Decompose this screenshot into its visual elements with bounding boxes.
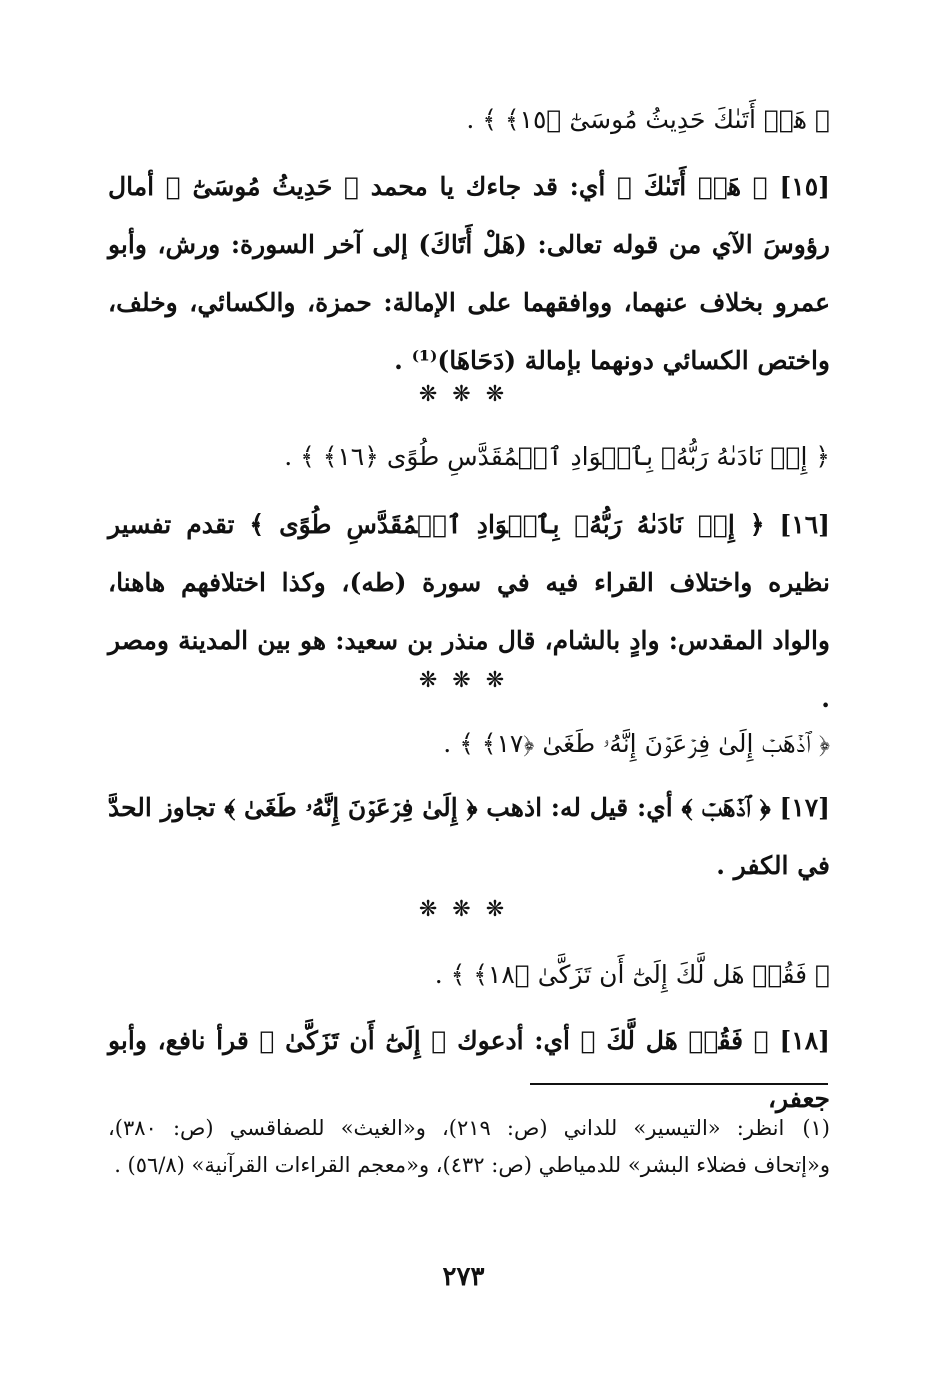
page-number: ٢٧٣ bbox=[442, 1262, 485, 1292]
footnote bbox=[108, 1110, 830, 1184]
commentary-15 bbox=[108, 158, 830, 390]
section-separator: ❋ ❋ ❋ bbox=[418, 897, 509, 922]
commentary-16 bbox=[108, 496, 830, 728]
commentary-text: [١٧] ﴿ ٱذۡهَبۡ ﴾ أي: قيل له: اذهب ﴿ إِلَىٰ فِرۡعَوۡنَ إِنَّهُۥ طَغَىٰ ﴾ تجاوز الحدَّ في الكفر . bbox=[108, 793, 830, 880]
footnote-divider bbox=[530, 1083, 828, 1085]
section-separator: ❋ ❋ ❋ bbox=[418, 668, 509, 693]
commentary-text: [١٨] ﴿ فَقُلۡ هَل لَّكَ ﴾ أي: أدعوك ﴿ إِلَىٰٓ أَن تَزَكَّىٰ ﴾ قرأ نافع، وأبو جعفر، bbox=[108, 1026, 830, 1113]
verse-17: ﴿ ٱذۡهَبۡ إِلَىٰ فِرۡعَوۡنَ إِنَّهُۥ طَغَىٰ ﴿١٧﴾ ﴾ . bbox=[443, 729, 830, 758]
footnote-marker: (١) bbox=[802, 1116, 830, 1140]
commentary-text: [١٥] ﴿ هَلۡ أَتَىٰكَ ﴾ أي: قد جاءك يا محمد ﴿ حَدِيثُ مُوسَىٰٓ ﴾ أمال رؤوسَ الآي من قوله تعالى: (هَلْ أَتَاكَ) إلى آخر السورة: ورش، وأبو عمرو بخلاف عنهما، ووافقهما على الإمالة: حمزة، والكسائي، وخلف، واختص الكسائي دونهما بإمالة (دَحَاهَا)⁽¹⁾ . bbox=[108, 172, 830, 375]
section-separator: ❋ ❋ ❋ bbox=[418, 382, 509, 407]
verse-16: ﴿ إِذۡ نَادَىٰهُ رَبُّهُۥ بِٱلۡوَادِ ٱلۡمُقَدَّسِ طُوًى ﴿١٦﴾ ﴾ . bbox=[284, 442, 830, 471]
commentary-17 bbox=[108, 779, 830, 895]
verse-18: ﴿ فَقُلۡ هَل لَّكَ إِلَىٰٓ أَن تَزَكَّىٰ ﴿١٨﴾ ﴾ . bbox=[434, 960, 830, 989]
commentary-text: [١٦] ﴿ إِذۡ نَادَىٰهُ رَبُّهُۥ بِٱلۡوَادِ ٱلۡمُقَدَّسِ طُوًى ﴾ تقدم تفسير نظيره واختلاف القراء فيه في سورة (طه)، وكذا اختلافهم هاهنا، والواد المقدس: وادٍ بالشام، قال منذر بن سعيد: هو بين المدينة ومصر . bbox=[108, 510, 830, 713]
footnote-text bbox=[108, 1110, 830, 1184]
footnote-body: انظر: «التيسير» للداني (ص: ٢١٩)، و«الغيث» للصفاقسي (ص: ٣٨٠)، و«إتحاف فضلاء البشر» للدمياطي (ص: ٤٣٢)، و«معجم القراءات القرآنية» (٥٦/٨) . bbox=[108, 1116, 830, 1177]
verse-15: ﴿ هَلۡ أَتَىٰكَ حَدِيثُ مُوسَىٰٓ ﴿١٥﴾ ﴾ . bbox=[466, 105, 830, 134]
